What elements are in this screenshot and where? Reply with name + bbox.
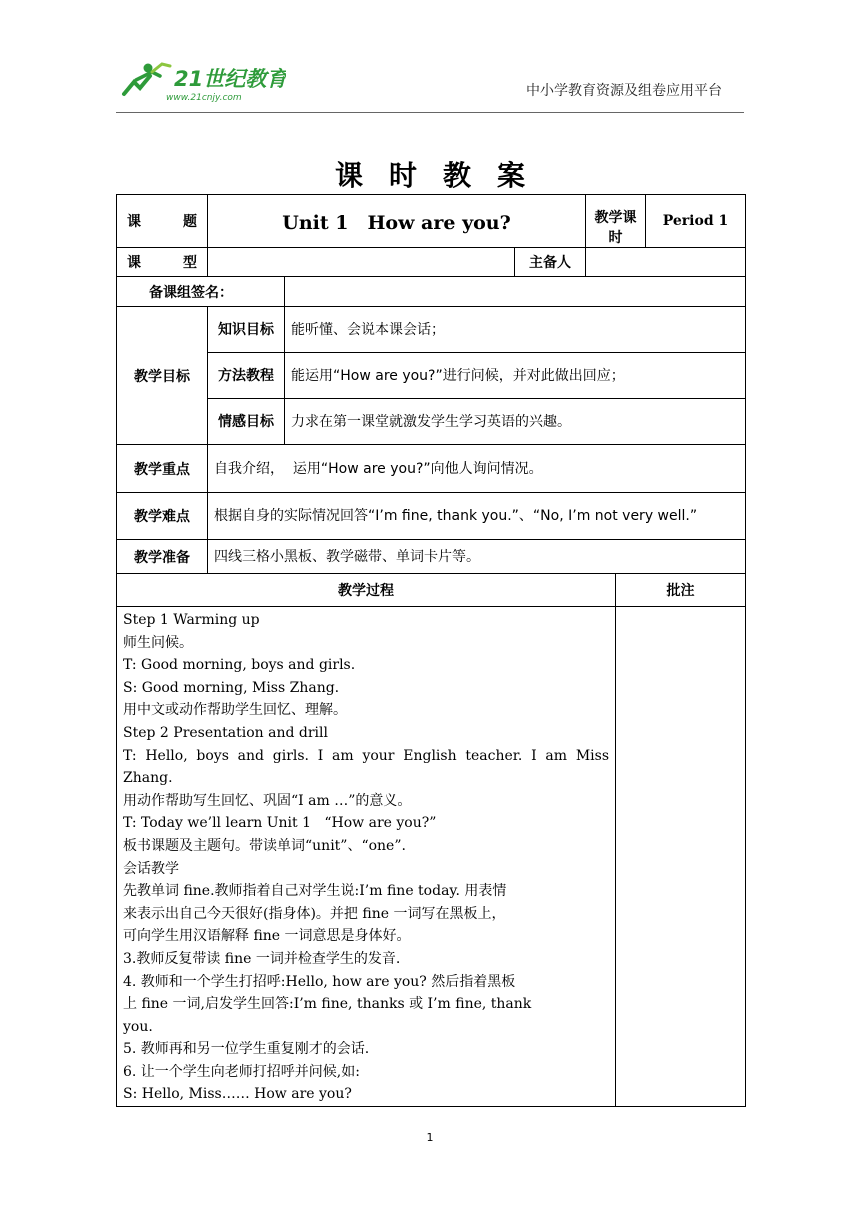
objective-row (117, 307, 746, 353)
process-line: T: Good morning, boys and girls. (123, 657, 356, 674)
process-line: 用动作帮助写生回忆、巩固“I am …”的意义。 (123, 792, 412, 809)
row-difficulties (117, 493, 746, 540)
row-topic (117, 195, 746, 248)
objective-row (117, 353, 746, 399)
process-header: 教学过程 (117, 574, 616, 607)
logo-text: 21世纪教育 (174, 67, 286, 91)
row-preparation (117, 540, 746, 574)
objectives-label: 教学目标 (117, 307, 208, 445)
topic-label: 课 题 (117, 195, 208, 248)
objective-label: 情感目标 (208, 399, 285, 445)
lesson-plan-table (116, 194, 746, 1107)
process-line: 6. 让一个学生向老师打招呼并问候,如: (123, 1063, 360, 1080)
topic-value: Unit 1 How are you? (208, 195, 586, 248)
difficulties-label: 教学难点 (117, 493, 208, 540)
type-value (208, 248, 515, 277)
process-line: 先教单词 fine.教师指着自己对学生说:I’m fine today. 用表情 (123, 883, 507, 900)
sign-label: 备课组签名： (117, 277, 285, 307)
process-line: Step 1 Warming up (123, 612, 260, 628)
process-content (117, 607, 616, 1107)
notes-header: 批注 (616, 574, 746, 607)
key-points-value: 自我介绍， 运用“How are you?”向他人询问情况。 (208, 445, 746, 493)
process-line: Step 2 Presentation and drill (123, 724, 328, 741)
objective-row (117, 399, 746, 445)
process-line: 用中文或动作帮助学生回忆、理解。 (123, 702, 347, 719)
process-line: 3.教师反复带读 fine 一词并检查学生的发音. (123, 950, 401, 967)
objective-value: 能运用“How are you?”进行问候，并对此做出回应； (285, 353, 746, 399)
row-key-points (117, 445, 746, 493)
runner-icon (116, 58, 286, 104)
process-line: 师生问候。 (123, 634, 193, 651)
process-line: you. (123, 1018, 153, 1035)
process-line: 可向学生用汉语解释 fine 一词意思是身体好。 (123, 928, 411, 945)
document-title: 课时教案 (334, 159, 551, 192)
process-line: T: Hello, boys and girls. I am your English teacher. I am Miss (123, 747, 609, 764)
process-line: 来表示出自己今天很好(指身体)。并把 fine 一词写在黑板上， (123, 905, 506, 922)
type-label: 课 型 (117, 248, 208, 277)
difficulties-value: 根据自身的实际情况回答“I’m fine, thank you.”、“No, I’m not very well.” (208, 493, 746, 540)
process-line: 上 fine 一词,启发学生回答:I’m fine, thanks 或 I’m fine, thank (123, 996, 532, 1013)
objective-value: 力求在第一课堂就激发学生学习英语的兴趣。 (285, 399, 746, 445)
process-line: 5. 教师再和另一位学生重复刚才的会话. (123, 1041, 370, 1058)
page-number: 1 (426, 1131, 434, 1144)
preparer-label: 主备人 (515, 248, 586, 277)
row-process-header (117, 574, 746, 607)
process-line: 会话教学 (123, 860, 179, 877)
process-line: 板书课题及主题句。带读单词“unit”、“one”. (123, 837, 406, 854)
notes-content (616, 607, 746, 1107)
process-line: S: Hello, Miss…… How are you? (123, 1086, 352, 1103)
header-divider (116, 112, 744, 113)
sign-value (285, 277, 746, 307)
preparation-value: 四线三格小黑板、教学磁带、单词卡片等。 (208, 540, 746, 574)
objective-label: 知识目标 (208, 307, 285, 353)
period-label: 教学课时 (586, 195, 646, 248)
logo-url: www.21cnjy.com (166, 93, 242, 103)
platform-name: 中小学教育资源及组卷应用平台 (526, 83, 722, 99)
row-sign (117, 277, 746, 307)
row-type (117, 248, 746, 277)
key-points-label: 教学重点 (117, 445, 208, 493)
period-value: Period 1 (646, 195, 746, 248)
row-process-body (117, 607, 746, 1107)
objective-value: 能听懂、会说本课会话； (285, 307, 746, 353)
site-logo (116, 58, 286, 104)
objective-label: 方法教程 (208, 353, 285, 399)
preparation-label: 教学准备 (117, 540, 208, 574)
process-line: 4. 教师和一个学生打招呼:Hello, how are you? 然后指着黑板 (123, 973, 516, 990)
process-line: T: Today we’ll learn Unit 1 “How are you?” (123, 815, 437, 832)
process-line: S: Good morning, Miss Zhang. (123, 679, 340, 696)
preparer-value (586, 248, 746, 277)
process-line: Zhang. (123, 770, 173, 787)
